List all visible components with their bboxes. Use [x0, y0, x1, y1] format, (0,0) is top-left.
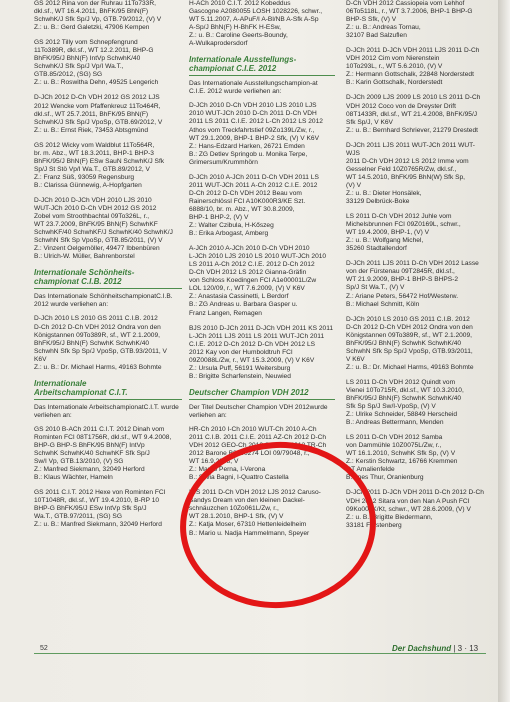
- entry-line: Franz Langen, Remagen: [189, 309, 262, 317]
- entry-line: 2010 WUT-JCh 2010 D-Ch 2011 D-Ch VDH: [189, 110, 317, 118]
- entry-line: LOL 120/09, r., WT 7.6.2009, (V) V K6V: [189, 285, 305, 293]
- entry-line: SchwhN Sfk Sp Sp/J VpoSp, GTB.93/2011,: [346, 347, 473, 355]
- entry-line: D-Ch 2012 D-Ch VDH 2012 Ondra von den: [34, 323, 161, 331]
- entry-line: D-JCh 2010 A-JCh 2011 D-Ch VDH 2011 LS: [189, 173, 319, 181]
- entry-line: LS 2011 D-Ch VDH 2012 Juhle vom: [346, 213, 452, 221]
- entry-line: 2012 Wencke vom Pfaffenkreuz 11To464R,: [34, 102, 161, 110]
- entry-line: Z.: Hans-Edzard Harken, 26721 Emden: [189, 142, 305, 150]
- entry-line: 09Ko002K/Kt, schwr., WT 28.6.2009, (V) V: [346, 505, 471, 513]
- entry-line: SchwhK/J Sfk Sp/J Vp/I Wa.T.,: [34, 63, 124, 71]
- entry-line: Internationale Ausstellungs-: [189, 55, 297, 65]
- entry-line: br. m. Abz., WT 18.3.2011, BHP-1 BHP-3: [34, 149, 154, 157]
- entry-line: 09Z0088L/Zw, r., WT 15.3.2009, (V) V K6V: [189, 356, 315, 364]
- entry-line: Sfk Sp/J, V K6V: [346, 118, 393, 126]
- entry-line: 6888/10, br. m. Abz., WT 30.8.2009,: [189, 205, 295, 213]
- entry-line: V K6V: [346, 355, 365, 363]
- dog-entry: [346, 142, 486, 206]
- entry-line: Königstannen 09To389R, sf., WT 2.1.2009,: [34, 331, 160, 339]
- entry-line: 11To389R, dkl.sf., WT 12.2.2011, BHP-G: [34, 47, 154, 55]
- entry-line: BHP-1 BHP-2, (V) V: [189, 213, 249, 221]
- entry-line: B.: Clarissa Günnewig, A-Hopfgarten: [34, 181, 142, 189]
- entry-line: B.: Erika Arbogast, Amberg: [189, 230, 269, 238]
- dog-entry: [346, 94, 486, 134]
- entry-line: GS 2012 Wicky vom Waldblut 11To564R,: [34, 141, 155, 149]
- entry-line: VDH 2012 Cim vom Nierenstein: [346, 55, 440, 63]
- entry-line: B.: Ines Thur, Oranienburg: [346, 474, 424, 482]
- entry-line: B.: Mario u. Nadja Hammelmann, Speyer: [189, 529, 310, 537]
- entry-line: BJS 2010 D-JCh 2011 D-JCh VDH 2011 KS 2011: [189, 324, 334, 332]
- entry-line: A-JCh 2010 A-JCh 2010 D-Ch VDH 2010: [189, 245, 310, 253]
- footer-rule: [34, 653, 486, 654]
- entry-line: B.: ZG Andreas u. Barbara Gasper u.: [189, 301, 298, 309]
- entry-line: schnäuzchen 10Zo061L/Zw, r.,: [189, 505, 279, 513]
- section-heading: [189, 388, 335, 397]
- entry-line: WT 29.1.2009, BHP-1 BHP-2 Sfk, (V) V K6V: [189, 134, 319, 142]
- dog-entry: [346, 489, 486, 529]
- dog-entry: [189, 426, 335, 482]
- entry-line: Z.: u. B.: Manfred Siekmann, 32049 Herford: [34, 521, 162, 529]
- section-intro: [189, 80, 335, 96]
- dog-entry: [346, 47, 486, 87]
- entry-line: Internationale: [34, 378, 87, 388]
- entry-line: 2011 LS 2011 C.I.E. 2012 L-Ch 2012 LS 2012: [189, 118, 323, 126]
- entry-line: BHP-G BhFK/95/J ESw IntVp Sfk Sp/J: [34, 505, 147, 513]
- section-rule: [189, 75, 335, 76]
- dog-entry: [34, 0, 182, 32]
- entry-line: 32107 Bad Salzuflen: [346, 32, 407, 40]
- entry-line: Königstannen 09To389R, sf., WT 2.1.2009,: [346, 331, 472, 339]
- entry-line: B.: Klaus Wächter, Hameln: [34, 474, 113, 482]
- entry-line: Arbeitschampionat C.I.T.: [34, 387, 128, 397]
- entry-line: WT 21.9.2009, BHP-1 BHP-S BHPS-2: [346, 276, 459, 284]
- entry-line: Der Titel Deutscher Champion VDH 2012: [189, 403, 310, 411]
- dog-entry: [34, 489, 182, 529]
- entry-line: Z.: u. B.: Gerd Galetzki, 47906 Kempen: [34, 24, 150, 32]
- entry-line: B.: Silvia Bagni, I-Quattro Castella: [189, 474, 289, 482]
- column-left: [34, 0, 182, 640]
- section-intro: [34, 404, 182, 420]
- entry-line: (V) V: [346, 181, 362, 189]
- dog-entry: [34, 197, 182, 261]
- dog-entry: [189, 174, 335, 238]
- entry-line: dkl.sf., WT 16.4.2011, BhFK/95 BhN(F): [34, 8, 149, 16]
- entry-line: Z.: Anastasia Cassinetti, L Berdorf: [189, 293, 289, 301]
- entry-line: WT 14.5.2010, BhFK/95 BhN(W) Sfk Sp,: [346, 173, 465, 181]
- entry-line: Sw/I Vp, GTB.13/2010, (V) SG: [34, 458, 124, 466]
- entry-line: D-JCh 2011 D-JCh VDH 2011 LJS 2011 D-Ch: [346, 47, 480, 55]
- page-gutter-shadow: [498, 0, 510, 702]
- entry-line: WT 16.9.2008, V: [189, 458, 239, 466]
- section-rule: [34, 399, 182, 400]
- entry-line: Athos vom Treckfahrtstief 09Zo139L/Zw, r.,: [189, 126, 315, 134]
- entry-line: Z.: u. B.: Wolfgang Michel,: [346, 237, 424, 245]
- entry-line: GS 2012 Rina von der Ruhrau 11To733R,: [34, 0, 156, 7]
- entry-line: D-Ch VDH 2012 LS 2012 Gianna-Gräfin: [189, 269, 307, 277]
- entry-line: Z.: Manfred Siekmann, 32049 Herford: [34, 466, 145, 474]
- entry-line: Sfk Sp Sp/J Sw/I-VpoSp, (V) V: [346, 403, 436, 411]
- entry-line: WT 28.1.2010, BHP-1 Sfk, (V) V: [189, 513, 284, 521]
- entry-line: SchwhN Sfk Sp Sp/J VpoSp, GTB.93/2011, V: [34, 347, 167, 355]
- entry-line: Wa.T., GTB.97/2011, (SG) SG: [34, 513, 122, 521]
- entry-line: D-Ch VDH 2012 Cassiopeia vom Lehhof: [346, 0, 465, 7]
- entry-line: WUT-JCh 2010 D-Ch VDH 2012 GS 2012: [34, 205, 157, 213]
- entry-line: LS 2011 D-Ch VDH 2012 Samba: [346, 434, 443, 442]
- entry-line: Vienei 10To715R, dkl.sf., WT 10.3.2010,: [346, 386, 464, 394]
- entry-line: Das Internationale Schönheitschampionat: [34, 293, 157, 301]
- entry-line: D-Ch 2012 D-Ch VDH 2012 Beau vom: [189, 189, 302, 197]
- entry-line: Rainerschlössl FCI A10K000R3/KE Szt.: [189, 197, 306, 205]
- entry-line: WT 19.4.2009, BHP-1, (V) V: [346, 229, 430, 237]
- entry-line: Z.: u. B.: Dieter Honsälek,: [346, 189, 422, 197]
- dog-entry: [346, 379, 486, 427]
- entry-line: Z.: u. B.: Caroline Geerts-Boundy,: [189, 32, 288, 40]
- entry-line: Z.: Mauro Perna, I-Verona: [189, 466, 266, 474]
- entry-line: GS 2012 Tilly vom Schnepfengrund: [34, 39, 138, 47]
- entry-line: Sp/J St Stö Vp/I Wa.T., GTB.89/2012, V: [34, 165, 150, 173]
- entry-line: L-JCh 2011 LJS 2011 LS 2011 WUT-JCh 2011: [189, 332, 325, 340]
- entry-line: Z.: u. B.: Dr. Michael Harms, 49163 Bohmte: [34, 363, 162, 371]
- entry-line: Z.: u. B.: Andreas Tornau,: [346, 24, 421, 32]
- entry-line: Sandys Dream von den kleinen Dackel-: [189, 497, 305, 505]
- entry-line: H-ACh 2010 C.I.T. 2012 Kobeddus: [189, 0, 291, 7]
- dog-entry: [346, 0, 486, 40]
- section-rule: [189, 399, 335, 400]
- section-intro: [34, 293, 182, 309]
- entry-line: 06To5118L, r., WT 3.7.2006, BHP-1 BHP-G: [346, 8, 473, 16]
- entry-line: Z.: Hermann Gottschalk, 22848 Norderstedt: [346, 71, 474, 79]
- entry-line: SchwhK SchwhK/40 SchwhKF Sfk Sp/J: [34, 450, 150, 458]
- entry-line: dkl.sf., WT 25.7.2011, BhFK/95 BhN(F): [34, 110, 149, 118]
- dog-entry: [34, 426, 182, 482]
- entry-line: D-JCh 2011 LJS 2011 D-Ch VDH 2012 Lasse: [346, 260, 479, 268]
- dog-entry: [189, 325, 335, 381]
- entry-line: D-JCh 2010 D-JCh VDH 2010 LJS 2010: [34, 196, 152, 204]
- entry-line: LJS 2011 D-Ch VDH 2012 LJS 2012 Caruso-: [189, 489, 321, 497]
- entry-line: Z.: u. B.: Ernst Riek, 73453 Abtsgmünd: [34, 126, 148, 134]
- entry-line: D-JCh 2010 LS 2010 GS 2011 C.I.B. 2012: [34, 315, 158, 323]
- dog-entry: [189, 245, 335, 317]
- entry-line: GS 2010 B-ACh 2011 C.I.T. 2012 Dinah vom: [34, 425, 165, 433]
- entry-line: Z.: u. B.: Bernhard Schriever, 21279 Drestedt: [346, 126, 478, 134]
- entry-line: C.I.T. wurde verliehen an:: [34, 403, 179, 419]
- entry-line: Grimersum/Krummhörn: [189, 158, 258, 166]
- entry-line: BHP-G BHP-S BhFK/95 BhN(F) IntVp: [34, 441, 145, 449]
- entry-line: D-JCh 2010 D-Ch VDH 2010 LJS 2010 LJS: [189, 102, 317, 110]
- entry-line: BhFK/95/J BhN(F) ESw SauN SchwhK/J Sfk: [34, 157, 165, 165]
- entry-line: SchwhKF/40 SchwhKF/J SchwhK/40 SchwhK/J: [34, 229, 173, 237]
- entry-line: Z.: u. B.: Roswitha Dehn, 49525 Lengerich: [34, 79, 159, 87]
- entry-line: Z.: Ulrike Schneider, 58849 Herscheid: [346, 411, 458, 419]
- entry-line: Z.: Kerstin Schwartz, 16766 Kremmen: [346, 458, 458, 466]
- entry-line: 2012 Barone B2100274 LOI 09/79048, r.,: [189, 450, 310, 458]
- dog-entry: [189, 102, 335, 166]
- dog-entry: [34, 94, 182, 134]
- section-intro: [189, 404, 335, 420]
- dog-entry: [34, 39, 182, 87]
- entry-line: B.: Michael Schmitt, Köln: [346, 300, 420, 308]
- entry-line: A-Wulkaprodersdorf: [189, 40, 248, 48]
- entry-line: 08T1433R, dkl.sf., WT 21.4.2008, BhFK/95/J: [346, 110, 478, 118]
- dog-entry: [346, 434, 486, 482]
- dog-entry: [189, 489, 335, 537]
- dog-entry: [189, 0, 335, 48]
- entry-line: BhFK/95/J BhN(F) IntVp SchwhK/40: [34, 55, 141, 63]
- entry-line: BhFK/95/J BhN(F) SchwhK SchwhK/40: [346, 339, 462, 347]
- dog-entry: [346, 260, 486, 308]
- entry-line: 2011 D-Ch VDH 2012 LS 2012 Imme vom: [346, 157, 469, 165]
- entry-line: D-JCh 2010 LS 2010 GS 2011 C.I.B. 2012: [346, 315, 470, 323]
- entry-line: WT 16.1.2010, SchwhK Sfk Sp, (V) V: [346, 450, 456, 458]
- entry-line: B.: Brigitte Scharfenstein, Neuwied: [189, 372, 291, 380]
- entry-line: C.I.B. 2012 wurde verliehen an:: [34, 293, 173, 309]
- dog-entry: [346, 213, 486, 253]
- entry-line: championat C.I.E. 2012: [189, 64, 277, 74]
- entry-line: 2011 C.I.B. 2011 C.I.E. 2011 AZ-Ch 2012 D-Ch: [189, 434, 327, 442]
- entry-line: VDH 2012 Coco von de Dreyster Drift: [346, 102, 456, 110]
- entry-line: Z.: Franz Süß, 93059 Regensburg: [34, 173, 135, 181]
- section-heading: [34, 268, 182, 286]
- entry-line: Gascogne A2080055 LOSH 1028226, schwr.,: [189, 8, 323, 16]
- entry-line: D-JCh 2009 LJS 2009 LS 2010 LS 2011 D-Ch: [346, 94, 481, 102]
- entry-line: D-JCh 2011 D-JCh VDH 2011 D-Ch 2012 D-Ch: [346, 489, 484, 497]
- issue-number: 3 · 13: [457, 644, 479, 653]
- entry-line: BhFK/95/J BhN(F) SchwhK SchwhK/40: [34, 339, 150, 347]
- entry-line: Gesselner Feld 10Z0765R/Zw, dkl.sf.,: [346, 165, 457, 173]
- entry-line: Sp/J St Wa.T., (V) V: [346, 284, 405, 292]
- entry-line: Das Internationale Ausstellungschampion-: [189, 80, 313, 88]
- entry-line: B.: ZG Detlev Springob u. Monika Terpe,: [189, 150, 308, 158]
- entry-line: SchwhN Sfk Sp VpoSp, GTB.85/2011, (V) V: [34, 237, 163, 245]
- page-number: 52: [40, 645, 48, 652]
- entry-line: B.: Ulrich-W. Müller, Bahrenborstel: [34, 253, 135, 261]
- entry-line: OT Amalienfelde: [346, 466, 395, 474]
- entry-line: D-JCh 2012 D-Ch VDH 2012 GS 2012 LJS: [34, 94, 160, 102]
- entry-line: VDH 2012 Sitara von den Nan A Push FCI: [346, 497, 470, 505]
- entry-line: von Schloss Koedingen FCI A1e00001L/Zw: [189, 277, 317, 285]
- entry-line: LS 2011 A-Ch 2012 C.I.E. 2012 D-Ch 2012: [189, 261, 315, 269]
- entry-line: HR-Ch 2010 I-Ch 2010 WUT-Ch 2010 A-Ch: [189, 425, 317, 433]
- entry-line: B.: Andreas Bettermann, Menden: [346, 419, 444, 427]
- brand-name: Der Dachshund: [392, 644, 452, 653]
- entry-line: WT 5.11.2007, A-APuF/I A-Bl/NB A-Sfk A-Sp: [189, 16, 319, 24]
- dog-entry: [34, 142, 182, 190]
- entry-line: GTB.85/2012, (SG) SG: [34, 71, 103, 79]
- entry-line: Rominten FCI 08T1756R, dkl.sf., WT 9.4.2008,: [34, 433, 172, 441]
- entry-line: wurde verliehen an:: [189, 403, 328, 419]
- entry-line: 10To293L, r., WT 5.6.2010, (V) V: [346, 63, 443, 71]
- entry-line: SchwhK/J Sfk Sp/J VpoSp, GTB.69/2012, V: [34, 118, 163, 126]
- column-right: [346, 0, 486, 640]
- entry-line: BHP-S Sfk, (V) V: [346, 16, 397, 24]
- entry-line: Z.: Ursula Puff, 56191 Weitersburg: [189, 364, 291, 372]
- entry-line: Z.: u. B.: Brigitte Biedermann,: [346, 513, 433, 521]
- entry-line: D-Ch 2012 D-Ch VDH 2012 Ondra von den: [346, 323, 473, 331]
- entry-line: von Dammühle 10Z0075L/Zw, r.,: [346, 442, 442, 450]
- entry-line: SchwhK/J Sfk Sp/J Vp, GTB.79/2012, (V) V: [34, 16, 162, 24]
- entry-line: GS 2011 C.I.T. 2012 Hexe von Rominten FCI: [34, 489, 166, 497]
- entry-line: 2012 Kay von der Humboldtruh FCI: [189, 348, 293, 356]
- entry-line: Z.: Walter Czibula, H-Kőszeg: [189, 222, 274, 230]
- section-heading: [34, 379, 182, 397]
- magazine-brand: Der Dachshund | 3 · 13: [392, 644, 479, 653]
- entry-line: LS 2011 D-Ch VDH 2012 Quindt vom: [346, 378, 456, 386]
- section-heading: [189, 55, 335, 73]
- entry-line: 33129 Delbrück-Boke: [346, 198, 410, 206]
- column-middle: [189, 0, 335, 640]
- entry-line: championat C.I.B. 2012: [34, 277, 122, 287]
- entry-line: von der Fürstenau 09T2845R, dkl.sf.,: [346, 268, 455, 276]
- entry-line: at C.I.E. 2012 wurde verliehen an:: [189, 80, 318, 96]
- dog-entry: [346, 316, 486, 372]
- entry-line: Das Internationale Arbeitschampionat: [34, 403, 144, 411]
- entry-line: Zobel vom Stroothbachtal 09To326L, r.,: [34, 213, 150, 221]
- entry-line: C.I.E. 2012 D-Ch 2012 D-Ch VDH 2012 LS: [189, 340, 316, 348]
- entry-line: Internationale Schönheits-: [34, 268, 135, 278]
- entry-line: BhFK/95/J BhN(F) SchwhK SchwhK/40: [346, 395, 462, 403]
- dog-entry: [34, 315, 182, 371]
- entry-line: D-JCh 2011 LJS 2011 WUT-JCh 2011 WUT-WJS: [346, 141, 475, 157]
- entry-line: 35260 Stadtallendorf: [346, 245, 407, 253]
- entry-line: K6V: [34, 355, 47, 363]
- entry-line: Z.: Ariane Peters, 56472 Hof/Westerw.: [346, 292, 459, 300]
- entry-line: VDH 2012 GEO-Ch 2012 SLO-Ch 2012 TR-Ch: [189, 442, 327, 450]
- entry-line: Z.: Katja Moser, 67310 Hettenleidelheim: [189, 521, 307, 529]
- entry-line: Z.: u. B.: Dr. Michael Harms, 49163 Bohmte: [346, 363, 474, 371]
- entry-line: Deutscher Champion VDH 2012: [189, 387, 309, 397]
- entry-line: Z.: Vinzent Oelgemöller, 49477 Ibbenbüren: [34, 245, 160, 253]
- entry-line: A-Sp/J BhN(F) H-BhFK H-ESw,: [189, 24, 281, 32]
- entry-line: 33181 Fürstenberg: [346, 521, 402, 529]
- entry-line: B.: Karin Gottschalk, Norderstedt: [346, 79, 443, 87]
- section-rule: [34, 288, 182, 289]
- entry-line: L-JCh 2010 LJS 2010 LS 2010 WUT-JCh 2010: [189, 253, 327, 261]
- entry-line: WT 23.7.2009, BhFK/95 BhN(F) SchwhKF: [34, 221, 158, 229]
- entry-line: 10T1048R, dkl.sf., WT 19.4.2010, B-RP 10: [34, 497, 160, 505]
- entry-line: 2011 WUT-JCh 2011 A-Ch 2012 C.I.E. 2012: [189, 181, 318, 189]
- entry-line: Michelsbrunnen FCI 09Z0169L, schwr.,: [346, 221, 461, 229]
